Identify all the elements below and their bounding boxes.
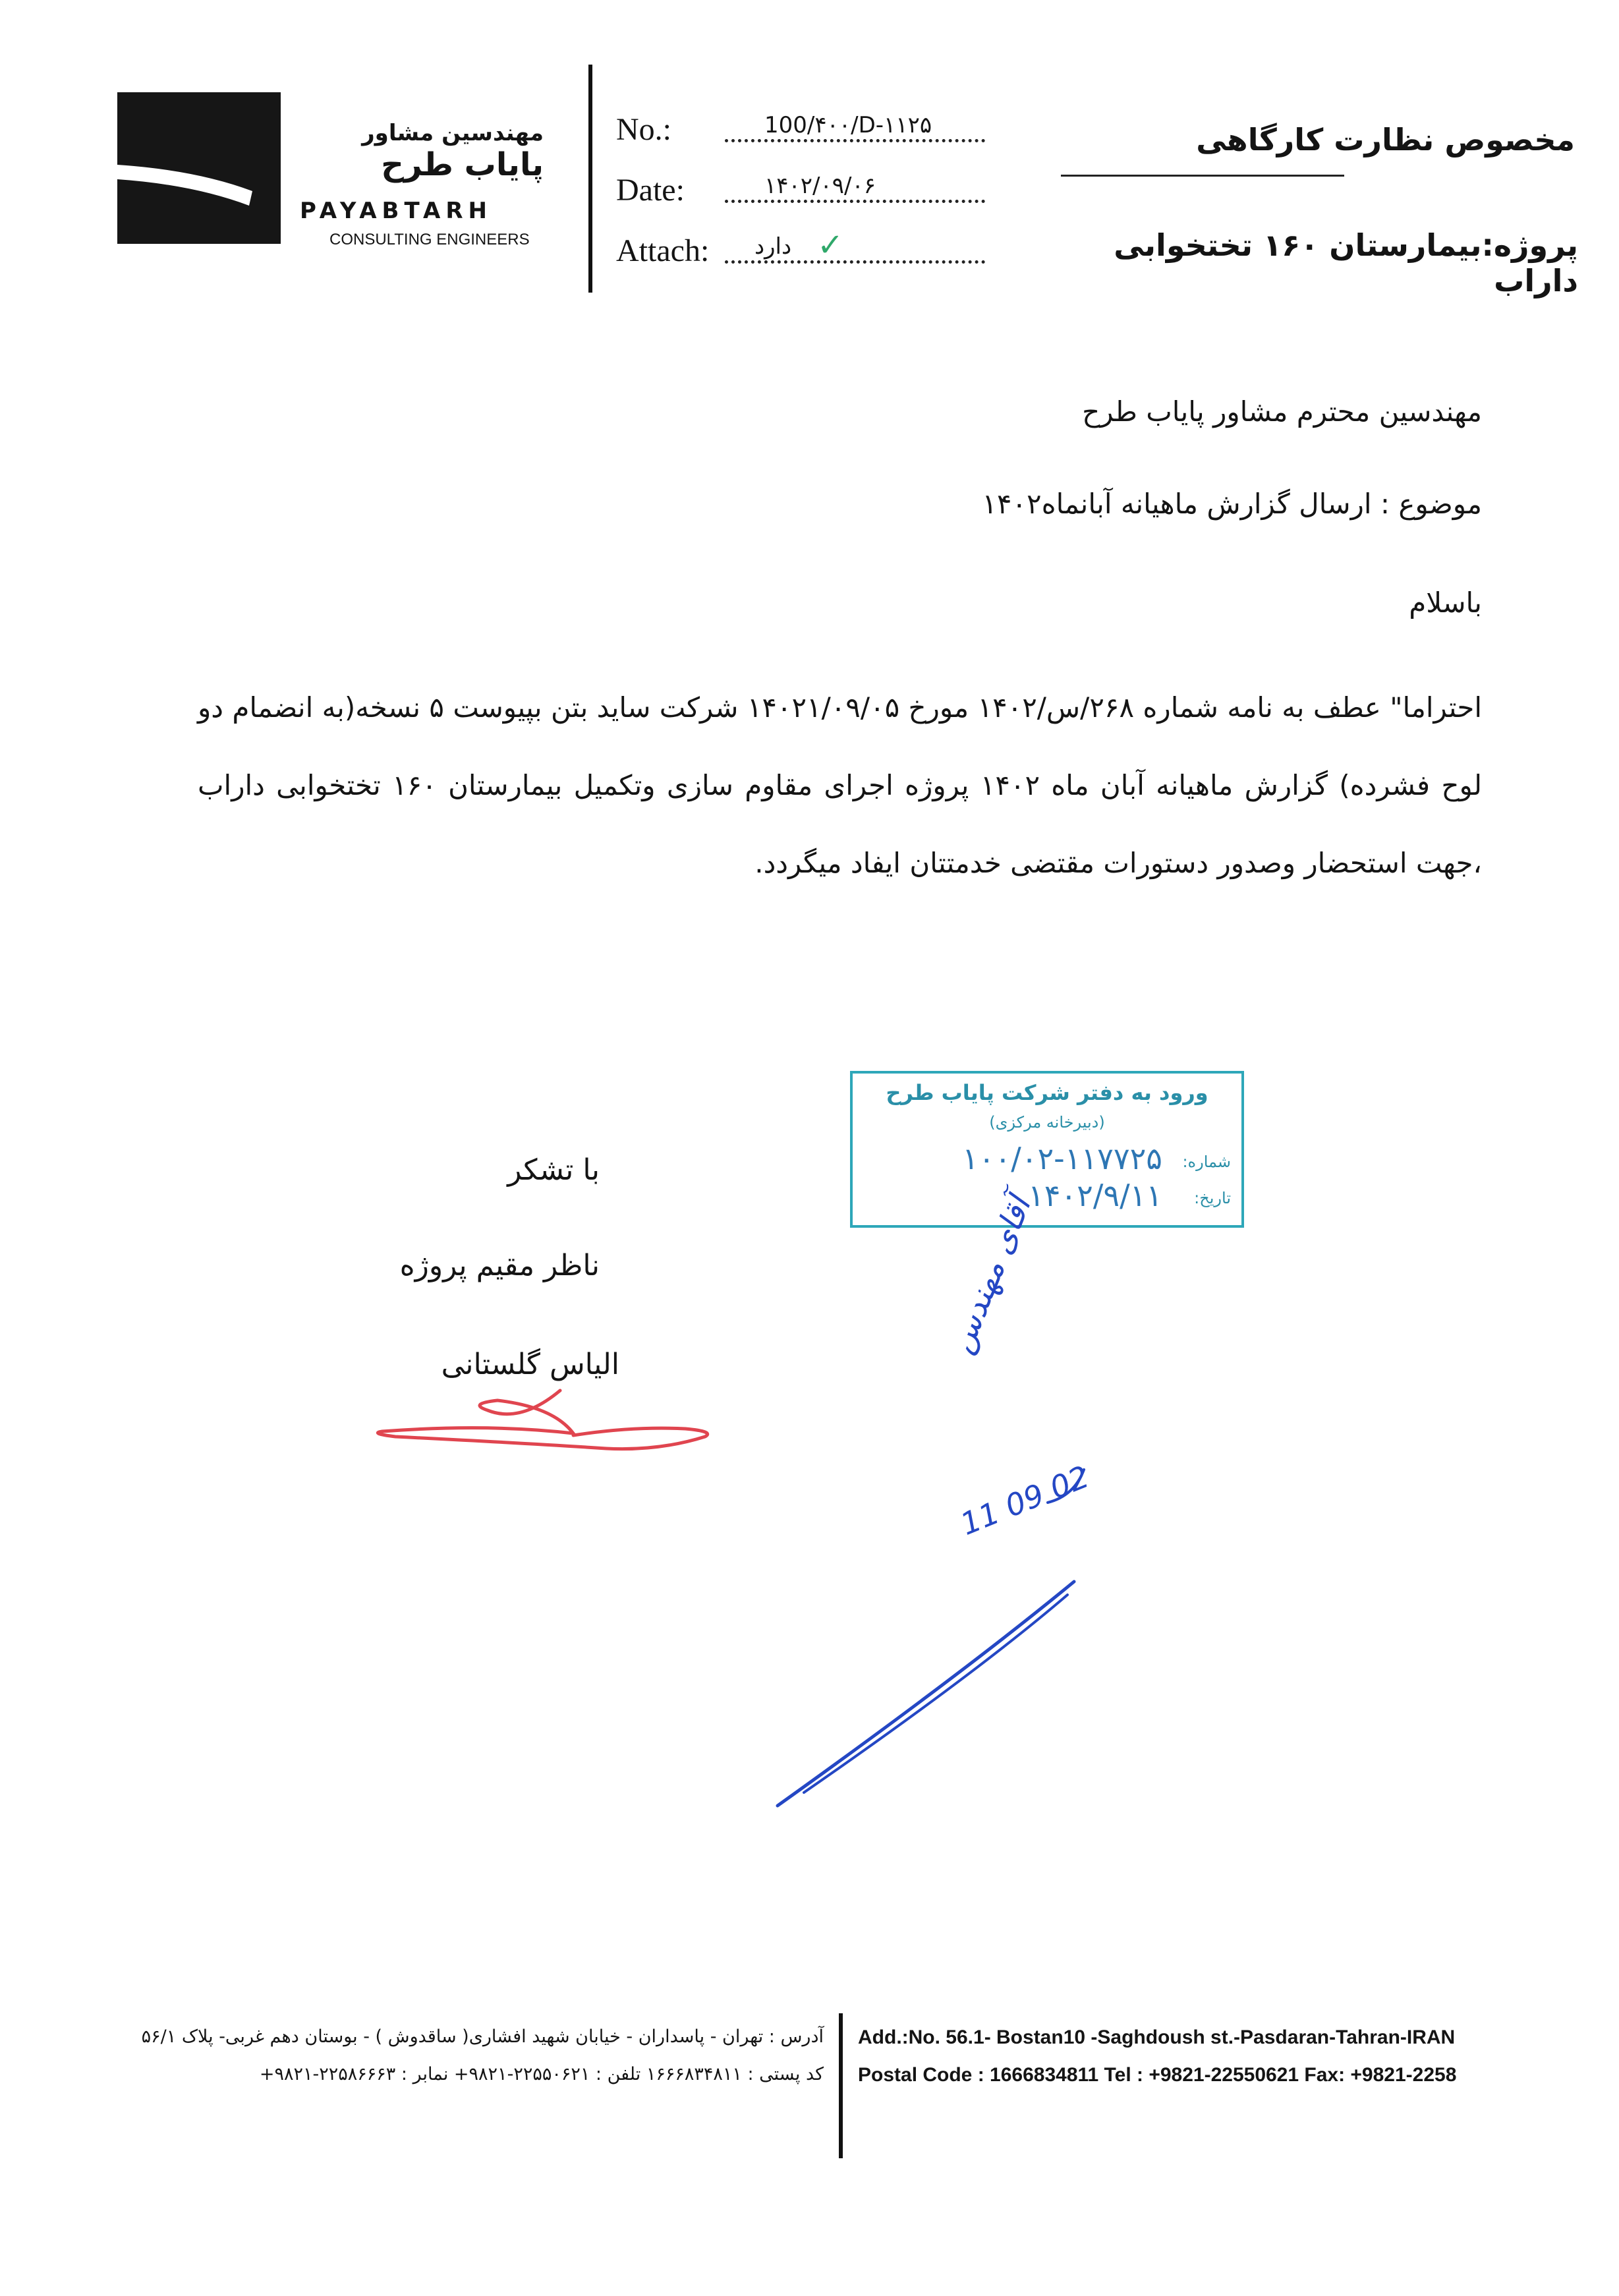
header-divider [588,65,592,293]
letter-number-label: No.: [616,112,671,147]
dotted-line [725,139,985,142]
letter-number-row [616,99,985,152]
project-title: پروژه:بیمارستان ۱۶۰ تختخوابی داراب [1114,227,1578,299]
letter-attach-value: دارد [754,233,792,260]
logo-company-fa-line1: مهندسین مشاور [362,120,544,146]
stamp-date-label: تاریخ: [1194,1189,1231,1207]
logo-tagline: CONSULTING ENGINEERS [329,231,530,248]
handwritten-signature [356,1371,725,1476]
check-icon: ✓ [817,227,844,264]
stamp-number-value: ۱۰۰/۰۲-۱۱۷۷۲۵ [962,1141,1162,1176]
logo-swoosh-icon [117,92,281,244]
signer-role: ناظر مقیم پروژه [399,1249,600,1282]
footer-divider [839,2013,843,2158]
logo-company-fa-line2: پایاب طرح [381,146,544,183]
letter-attach-row [616,220,985,273]
letter-date-label: Date: [616,173,685,208]
stamp-subtitle: (دبیرخانه مرکزی) [989,1113,1105,1132]
stamp-number-label: شماره: [1182,1153,1231,1171]
stamp-date-value: ۱۴۰۲/۹/۱۱ [1028,1178,1162,1213]
handwritten-note-1: آقای مهندس [942,1191,1038,1358]
stamp-title: ورود به دفتر شرکت پایاب طرح [886,1080,1208,1105]
closing-thanks: با تشکر [507,1153,600,1187]
footer-contacts-en: Postal Code : 1666834811 Tel : +9821-22550621 Fax: +9821-2258 [858,2064,1457,2086]
letter-body: احتراما" عطف به نامه شماره ۲۶۸/س/۱۴۰۲ مورخ ۱۴۰۲۱/۰۹/۰۵ شرکت ساید بتن بپیوست ۵ نسخه(به انضمام دو لوح فشرده) گزارش ماهیانه آبان ماه ۱۴۰۲ پروژه اجرای مقاوم سازی وتکمیل بیمارستان ۱۶۰ تختخوابی داراب ،جهت استحضار وصدور دستورات مقتضی خدمتتان ایفاد میگردد. [198,691,1483,879]
letter-subject: موضوع : ارسال گزارش ماهیانه آبانماه۱۴۰۲ [982,488,1482,520]
letter-date-row [616,159,985,212]
footer-contacts-fa: کد پستی : ۱۶۶۶۸۳۴۸۱۱ تلفن : ۲۲۵۵۰۶۲۱-۹۸۲۱+ نمابر : ۲۲۵۸۶۶۶۳-۹۸۲۱+ [259,2064,824,2084]
handwritten-note-2: 11 09 02 [955,1458,1094,1543]
company-logo-mark [117,92,281,244]
handwritten-pen-annotation [764,1305,1107,1819]
letter-date-value: ۱۴۰۲/۰۹/۰۶ [764,173,876,199]
footer-address-fa: آدرس : تهران - پاسداران - خیابان شهید افشاری( ساقدوش ) - بوستان دهم غربی- پلاک ۵۶/۱ [141,2026,824,2047]
footer-address-en: Add.:No. 56.1- Bostan10 -Saghdoush st.-Pasdaran-Tahran-IRAN [858,2026,1456,2048]
dotted-line [725,200,985,203]
letter-greeting: باسلام [1409,587,1482,619]
letter-number-value: 100/۴۰۰/D-۱۱۲۵ [764,112,932,138]
dotted-line [725,260,985,264]
letter-addressee: مهندسین محترم مشاور پایاب طرح [1082,395,1482,428]
logo-company-en: PAYABTARH [300,198,492,224]
signer-name: الیاس گلستانی [441,1348,619,1381]
letter-attach-label: Attach: [616,233,710,268]
supervision-underline [1061,175,1344,177]
supervision-title: مخصوص نظارت کارگاهی [1196,122,1575,158]
received-stamp [850,1071,1244,1228]
